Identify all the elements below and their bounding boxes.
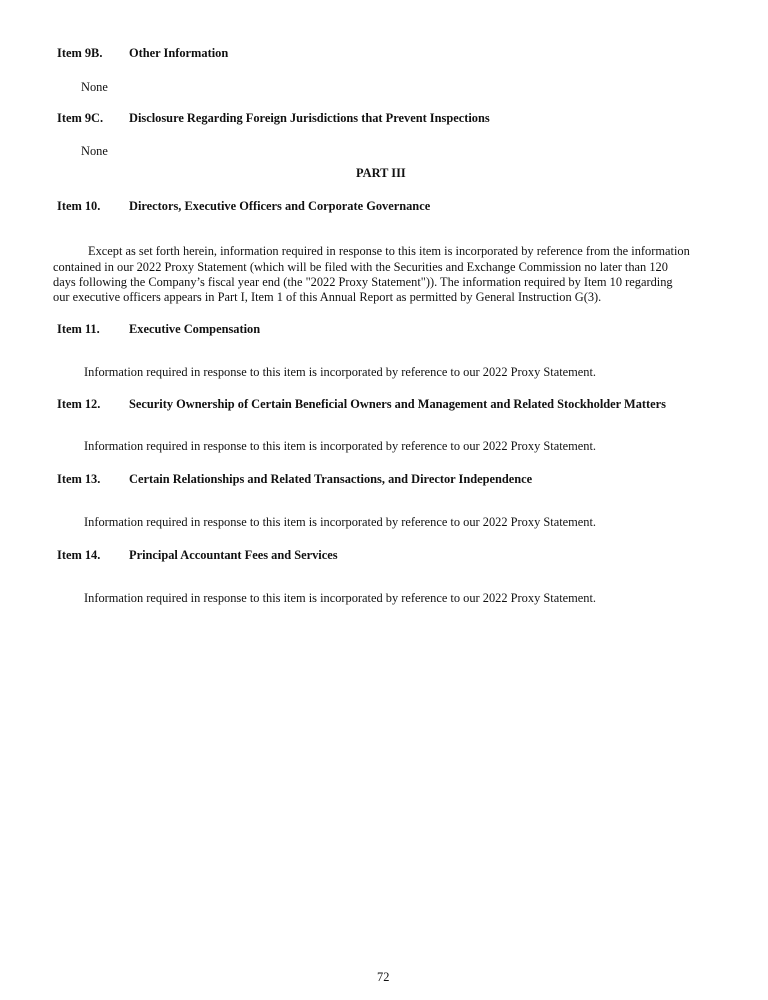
item-13-label: Item 13. xyxy=(57,472,101,486)
item-11-body: Information required in response to this item is incorporated by reference to our 2022 Proxy Statement. xyxy=(84,365,597,379)
item-9c-title: Disclosure Regarding Foreign Jurisdictions that Prevent Inspections xyxy=(129,111,490,125)
part-heading: PART III xyxy=(356,166,406,180)
item-10-body-line: days following the Company’s fiscal year end (the "2022 Proxy Statement")). The information required by Item 10 regarding xyxy=(53,275,673,289)
item-10-body-line: contained in our 2022 Proxy Statement (which will be filed with the Securities and Exchange Commission no later than 120 xyxy=(53,260,668,274)
item-9c-label: Item 9C. xyxy=(57,111,104,125)
item-11-title: Executive Compensation xyxy=(129,322,261,336)
item-12-label: Item 12. xyxy=(57,397,101,411)
item-14-title: Principal Accountant Fees and Services xyxy=(129,548,338,562)
item-9b-label: Item 9B. xyxy=(57,46,103,60)
page-number: 72 xyxy=(377,970,390,984)
item-10-label: Item 10. xyxy=(57,199,101,213)
item-12-body: Information required in response to this item is incorporated by reference to our 2022 Proxy Statement. xyxy=(84,439,597,453)
item-10-title: Directors, Executive Officers and Corporate Governance xyxy=(129,199,431,213)
item-10-body-line: our executive officers appears in Part I, Item 1 of this Annual Report as permitted by General Instruction G(3). xyxy=(53,290,602,304)
item-14-label: Item 14. xyxy=(57,548,101,562)
item-9b-title: Other Information xyxy=(129,46,229,60)
item-14-body: Information required in response to this item is incorporated by reference to our 2022 Proxy Statement. xyxy=(84,591,597,605)
item-10-body-line: Except as set forth herein, information required in response to this item is incorporated by reference from the information xyxy=(88,244,690,258)
item-13-body: Information required in response to this item is incorporated by reference to our 2022 Proxy Statement. xyxy=(84,515,597,529)
item-11-label: Item 11. xyxy=(57,322,100,336)
item-9b-body: None xyxy=(81,80,108,94)
item-9c-body: None xyxy=(81,144,108,158)
item-13-title: Certain Relationships and Related Transactions, and Director Independence xyxy=(129,472,533,486)
item-12-title: Security Ownership of Certain Beneficial Owners and Management and Related Stockholder Matters xyxy=(129,397,666,411)
